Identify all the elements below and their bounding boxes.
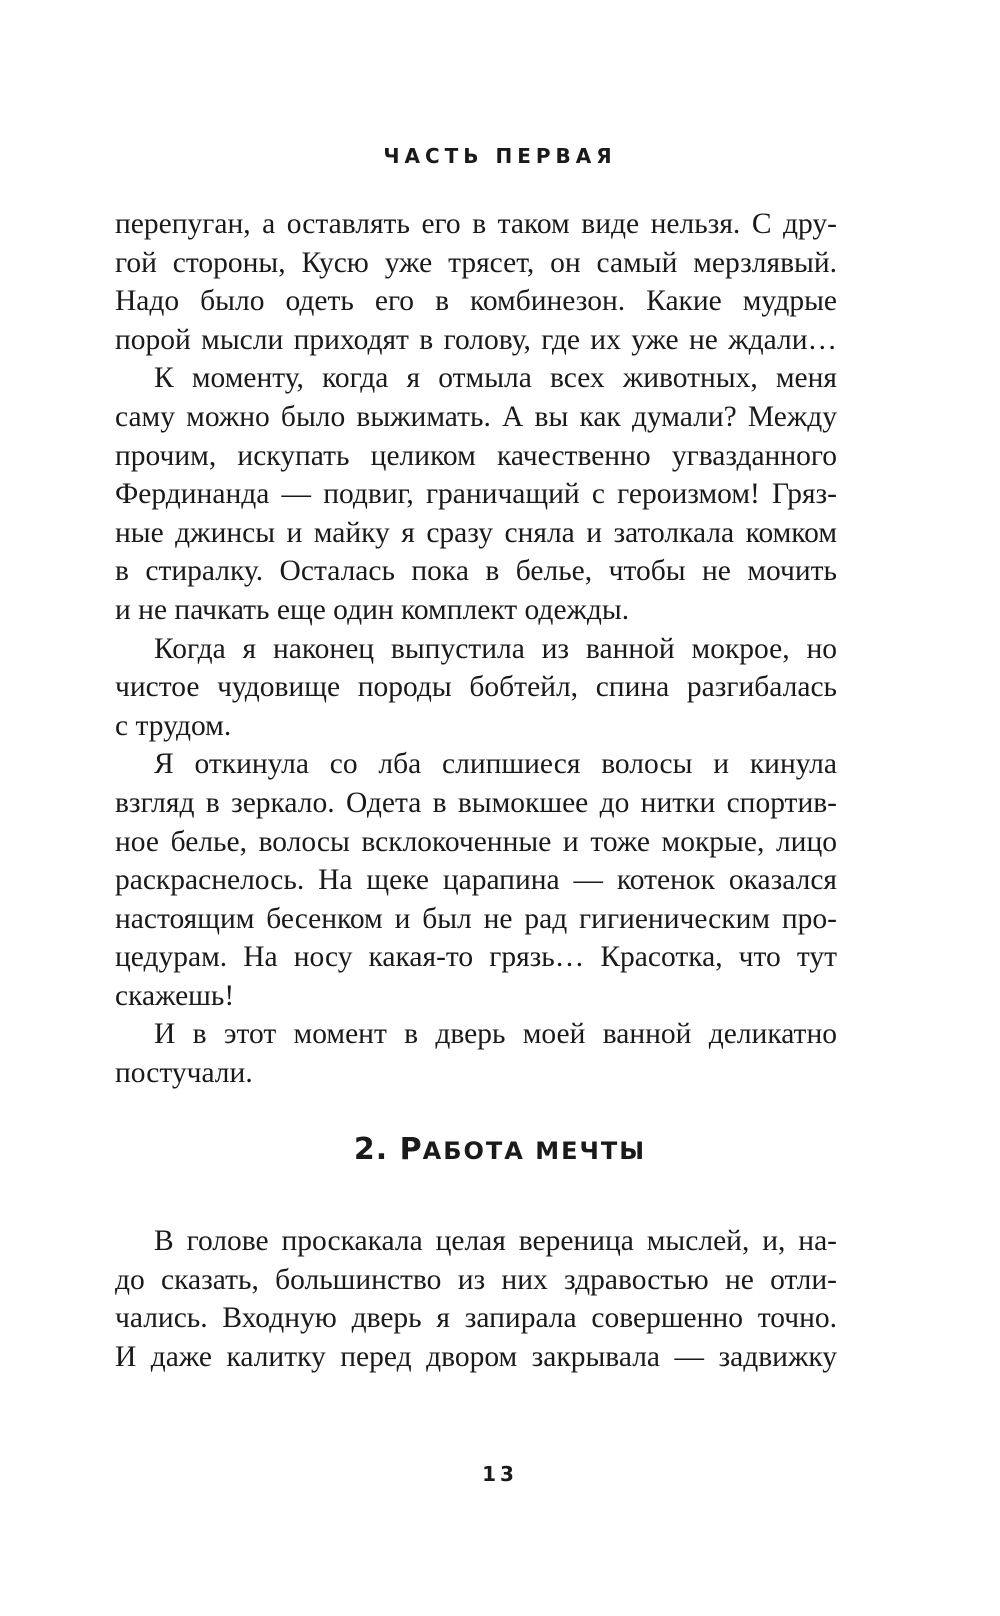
body-text-block xyxy=(115,205,837,1093)
page-number: 13 xyxy=(482,1462,518,1486)
text-line: постучали. xyxy=(115,1057,253,1090)
text-line: настоящим бесенком и был не рад гигиеническим про- xyxy=(115,902,837,935)
chapter-number: 2. xyxy=(353,1132,389,1167)
text-line: до сказать, большинство из них здравостью не отли- xyxy=(115,1263,837,1296)
text-line: В голове проскакала целая вереница мыслей, и, на- xyxy=(154,1225,837,1257)
chapter-title-initial: Р xyxy=(399,1132,423,1167)
text-line: ное белье, волосы всклокоченные и тоже мокрые, лицо xyxy=(115,825,837,858)
text-line: перепуган, а оставлять его в таком виде нельзя. С дру- xyxy=(115,208,837,240)
text-line: саму можно было выжимать. А вы как думали? Между xyxy=(115,400,837,433)
text-line: Надо было одеть его в комбинезон. Какие мудрые xyxy=(115,285,837,318)
running-head: ЧАСТЬ ПЕРВАЯ xyxy=(383,144,617,168)
text-line: цедурам. На носу какая-то грязь… Красотка, что тут xyxy=(115,941,837,974)
text-line: Когда я наконец выпустила из ванной мокрое, но xyxy=(154,632,837,665)
text-line: прочим, искупать целиком качественно угвазданного xyxy=(115,439,837,472)
chapter-title-rest: АБОТА МЕЧТЫ xyxy=(422,1137,647,1165)
text-line: раскраснелось. На щеке царапина — котенок оказался xyxy=(115,864,837,897)
text-line: Фердинанда — подвиг, граничащий с героизмом! Гряз- xyxy=(115,478,837,511)
text-line: и не пачкать еще один комплект одежды. xyxy=(115,593,630,626)
chapter-title xyxy=(0,1132,1000,1169)
text-line: гой стороны, Кусю уже трясет, он самый мерзлявый. xyxy=(115,246,837,279)
body-text-block xyxy=(115,1222,837,1376)
text-line: И даже калитку перед двором закрывала — задвижку xyxy=(115,1340,837,1373)
text-line: с трудом. xyxy=(115,709,232,742)
text-line: в стиралку. Осталась пока в белье, чтобы не мочить xyxy=(115,555,837,588)
text-line: чались. Входную дверь я запирала совершенно точно. xyxy=(115,1302,837,1335)
text-line: взгляд в зеркало. Одета в вымокшее до нитки спортив- xyxy=(115,786,837,819)
text-line: порой мысли приходят в голову, где их уже не ждали… xyxy=(115,323,837,356)
text-line: скажешь! xyxy=(115,979,235,1012)
text-line: чистое чудовище породы бобтейл, спина разгибалась xyxy=(115,671,837,704)
text-line: К моменту, когда я отмыла всех животных, меня xyxy=(154,362,837,395)
text-line: И в этот момент в дверь моей ванной деликатно xyxy=(154,1018,837,1051)
text-line: ные джинсы и майку я сразу сняла и затолкала комком xyxy=(115,516,837,549)
text-line: Я откинула со лба слипшиеся волосы и кинула xyxy=(154,748,837,781)
